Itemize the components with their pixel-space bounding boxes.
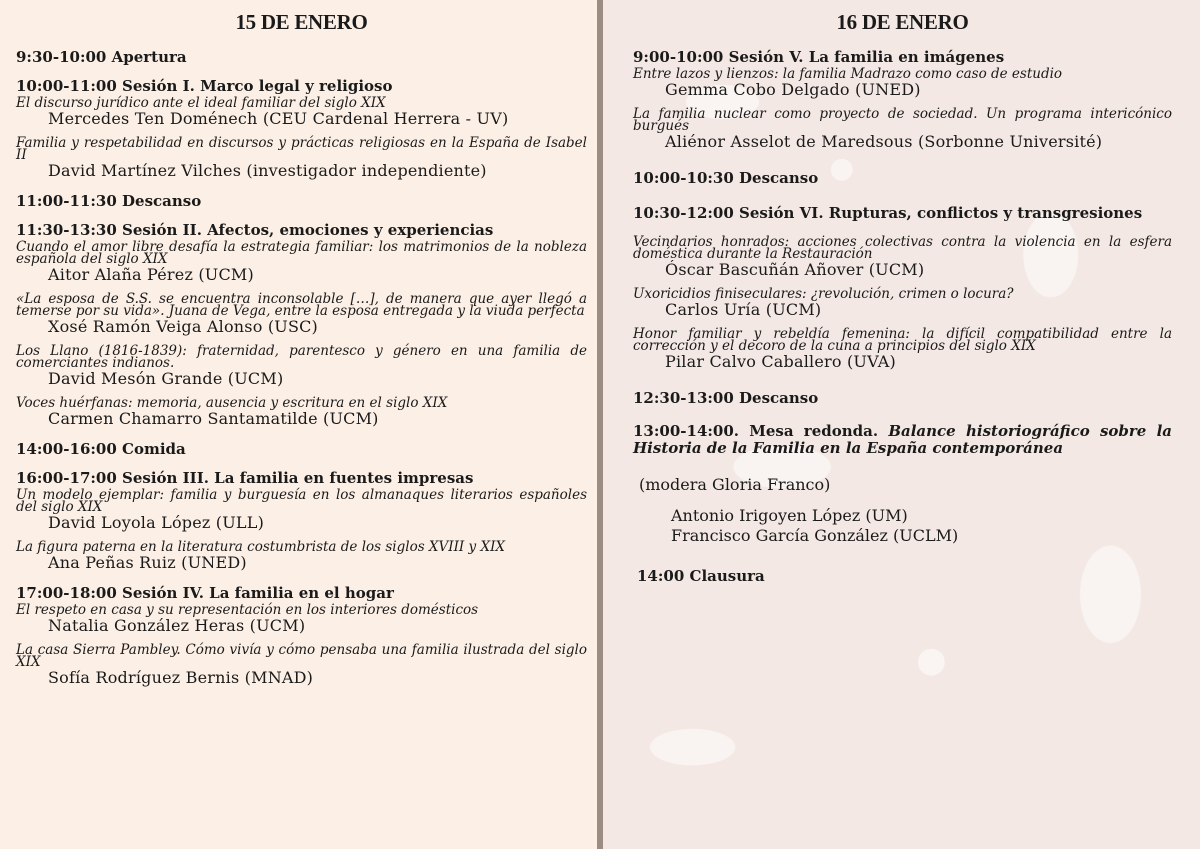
talk-speaker: Sofía Rodríguez Bernis (MNAD) xyxy=(48,668,314,687)
talk-title: El respeto en casa y su representación en los interiores domésticos xyxy=(16,602,479,618)
talk xyxy=(16,644,587,688)
session-6-talks xyxy=(633,236,1172,372)
break-1-heading: 10:00-10:30 Descanso xyxy=(633,169,819,187)
talk-speaker: David Mesón Grande (UCM) xyxy=(48,369,284,388)
session-heading: 11:00-11:30 Descanso xyxy=(16,192,202,210)
talk xyxy=(633,288,1172,320)
talk-title: Honor familiar y rebeldía femenina: la difícil compatibilidad entre la corrección y el decoro de la cuna a principios del siglo XIX xyxy=(633,326,1172,354)
talk-speaker: Ana Peñas Ruiz (UNED) xyxy=(48,553,247,572)
talk-title: Cuando el amor libre desafía la estrategia familiar: los matrimonios de la nobleza española del siglo XIX xyxy=(16,239,587,267)
talk xyxy=(633,68,1172,100)
talk-title: La figura paterna en la literatura costumbrista de los siglos XVIII y XIX xyxy=(16,539,506,555)
talk-speaker: Aitor Alaña Pérez (UCM) xyxy=(48,265,254,284)
talk xyxy=(633,328,1172,372)
talk-speaker: Carlos Uría (UCM) xyxy=(665,300,822,319)
talk-speaker: Aliénor Asselot de Maredsous (Sorbonne Université) xyxy=(665,132,1103,151)
moderator: (modera Gloria Franco) xyxy=(639,475,831,494)
session-heading: 17:00-18:00 Sesión IV. La familia en el hogar xyxy=(16,584,394,602)
session-heading: 10:00-11:00 Sesión I. Marco legal y religioso xyxy=(16,77,393,95)
day-1-column xyxy=(0,0,597,849)
talk xyxy=(16,541,587,573)
talk-title: Entre lazos y lienzos: la familia Madrazo como caso de estudio xyxy=(633,66,1063,82)
talk-speaker: David Loyola López (ULL) xyxy=(48,513,265,532)
talk-title: Vecindarios honrados: acciones colectivas contra la violencia en la esfera doméstica durante la Restauración xyxy=(633,234,1172,262)
talk-title: «La esposa de S.S. se encuentra inconsolable […], de manera que ayer llegó a temerse por su vida». Juana de Vega, entre la esposa entregada y la viuda perfecta xyxy=(16,291,587,319)
session-5-talks xyxy=(633,68,1172,152)
day-1-program xyxy=(16,49,587,688)
talk-speaker: Xosé Ramón Veiga Alonso (USC) xyxy=(48,317,318,336)
talk xyxy=(633,236,1172,280)
talk-title: Voces huérfanas: memoria, ausencia y escritura en el siglo XIX xyxy=(16,395,448,411)
talk xyxy=(16,604,587,636)
round-table-time: 13:00-14:00. Mesa redonda. xyxy=(633,422,889,440)
session-6-heading: 10:30-12:00 Sesión VI. Rupturas, conflictos y transgresiones xyxy=(633,204,1143,222)
session-heading: 14:00-16:00 Comida xyxy=(16,440,186,458)
day-2-column xyxy=(603,0,1200,849)
session-5-heading: 9:00-10:00 Sesión V. La familia en imágenes xyxy=(633,48,1005,66)
talk xyxy=(16,137,587,181)
talk-speaker: Pilar Calvo Caballero (UVA) xyxy=(665,352,896,371)
closing-heading: 14:00 Clausura xyxy=(637,567,765,585)
talk-speaker: Óscar Bascuñán Añover (UCM) xyxy=(665,260,925,279)
talk-speaker: Gemma Cobo Delgado (UNED) xyxy=(665,80,921,99)
talk-speaker: Carmen Chamarro Santamatilde (UCM) xyxy=(48,409,379,428)
session-heading: 9:30-10:00 Apertura xyxy=(16,48,187,66)
talk xyxy=(16,345,587,389)
round-table-heading xyxy=(633,423,1172,457)
talk-speaker: Mercedes Ten Doménech (CEU Cardenal Herrera - UV) xyxy=(48,109,509,128)
day-1-heading: 15 DE ENERO xyxy=(235,10,368,34)
break-2-heading: 12:30-13:00 Descanso xyxy=(633,389,819,407)
talk-title: El discurso jurídico ante el ideal familiar del siglo XIX xyxy=(16,95,386,111)
talk xyxy=(16,241,587,285)
session-heading: 11:30-13:30 Sesión II. Afectos, emociones y experiencias xyxy=(16,221,494,239)
talk xyxy=(16,97,587,129)
talk-title: La casa Sierra Pambley. Cómo vivía y cómo pensaba una familia ilustrada del siglo XIX xyxy=(16,642,587,670)
session-heading: 16:00-17:00 Sesión III. La familia en fuentes impresas xyxy=(16,469,474,487)
talk xyxy=(633,108,1172,152)
panelists xyxy=(633,506,1172,546)
day-2-heading: 16 DE ENERO xyxy=(836,10,969,34)
talk-title: Los Llano (1816-1839): fraternidad, parentesco y género en una familia de comerciantes indianos. xyxy=(16,343,587,371)
talk-title: Un modelo ejemplar: familia y burguesía en los almanaques literarios españoles del siglo XIX xyxy=(16,487,587,515)
talk xyxy=(16,293,587,337)
panelist: Antonio Irigoyen López (UM) xyxy=(671,506,908,525)
talk xyxy=(16,397,587,429)
talk-speaker: Natalia González Heras (UCM) xyxy=(48,616,306,635)
talk-speaker: David Martínez Vilches (investigador independiente) xyxy=(48,161,487,180)
panelist: Francisco García González (UCLM) xyxy=(671,526,959,545)
talk-title: Familia y respetabilidad en discursos y prácticas religiosas en la España de Isabel II xyxy=(16,135,587,163)
talk-title: Uxoricidios finiseculares: ¿revolución, crimen o locura? xyxy=(633,286,1014,302)
talk xyxy=(16,489,587,533)
talk-title: La familia nuclear como proyecto de sociedad. Un programa intericónico burgués xyxy=(633,106,1172,134)
round-table-title: Balance historiográfico sobre la Historia de la Familia en la España contemporánea xyxy=(633,422,1172,457)
